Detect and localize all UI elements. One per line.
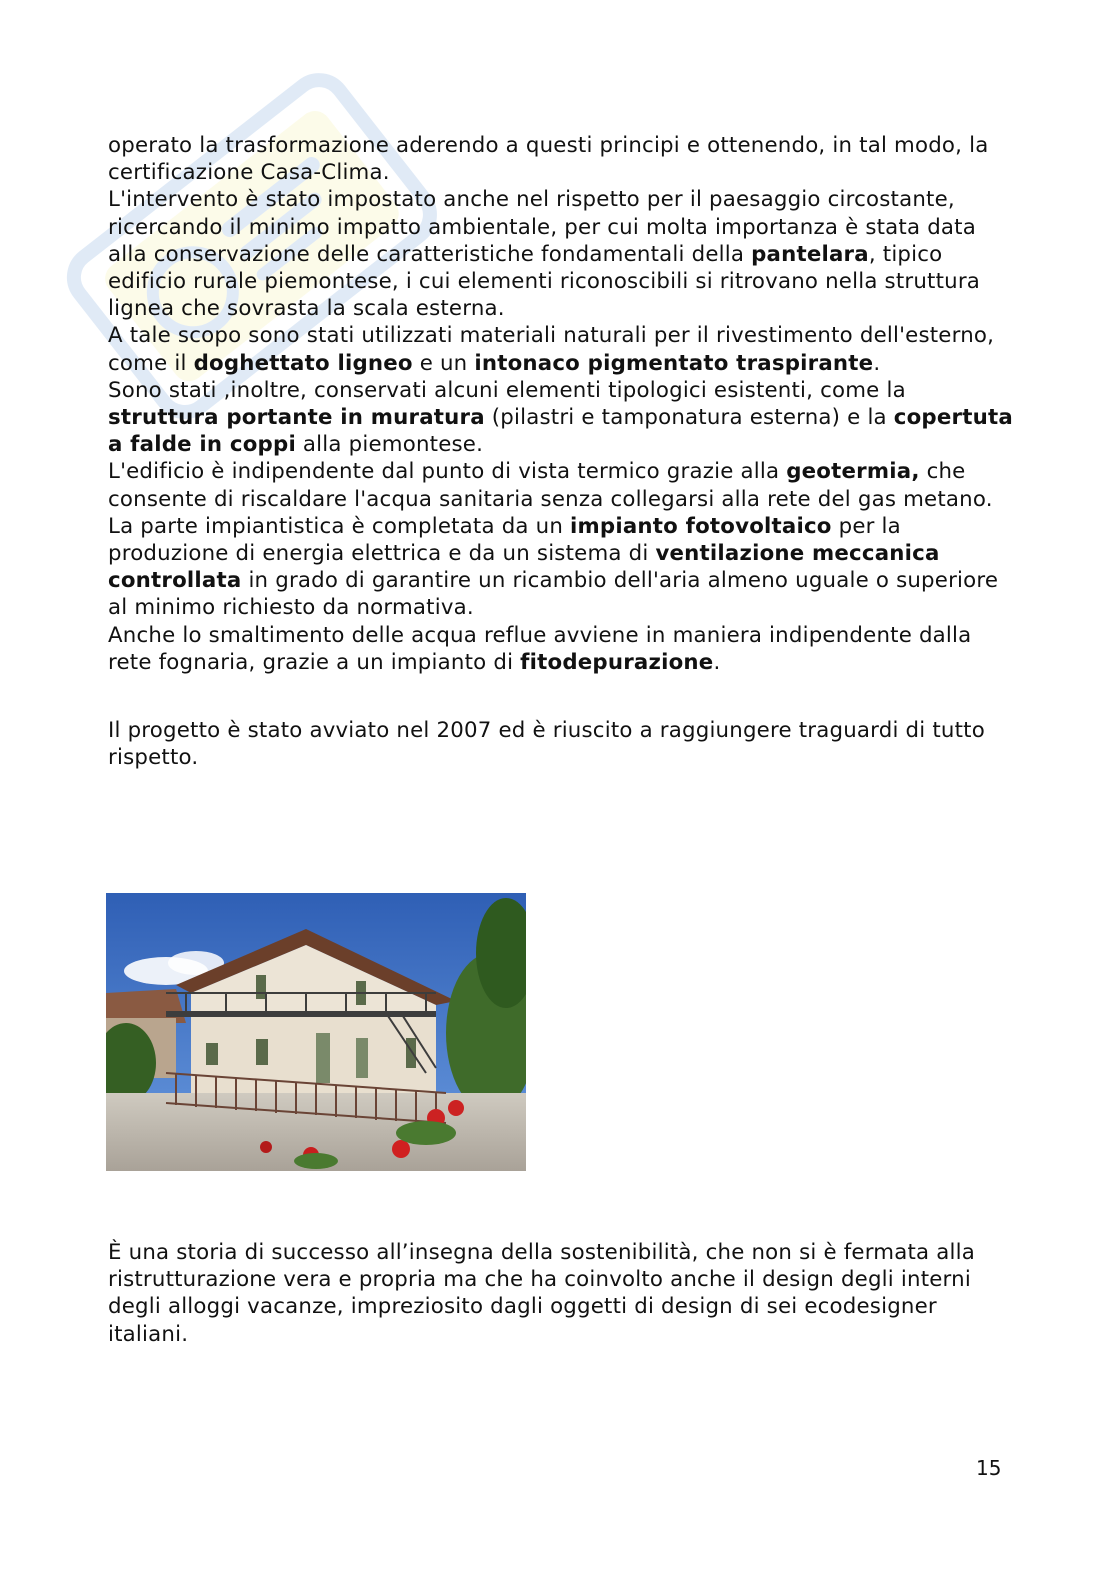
text-segment: L'intervento è stato impostato anche nel rispetto per il paesaggio circostante, ricercando il minimo impatto ambientale, per cui molta importanza è stata data alla conservazione delle caratteristiche fondamentali della <box>108 187 976 267</box>
closing-paragraph: È una storia di successo all’insegna della sostenibilità, che non si è fermata alla ristrutturazione vera e propria ma che ha coinvolto anche il design degli interni degli alloggi vacanze, impreziosito dagli oggetti di design di sei ecodesigner italiani. <box>108 1240 976 1347</box>
text-segment: alla piemontese. <box>295 432 484 458</box>
text-segment: A tale scopo sono stati utilizzati materiali naturali per il rivestimento dell'esterno, come il <box>108 323 995 376</box>
body-paragraph <box>108 132 1018 186</box>
bold-term: pantelara <box>751 241 869 267</box>
body-paragraph <box>108 622 1018 676</box>
body-paragraph <box>108 458 1018 621</box>
text-segment: Il progetto è stato avviato nel 2007 ed è riuscito a raggiungere traguardi di tutto rispetto. <box>108 718 985 771</box>
bold-term: struttura portante in muratura <box>108 405 485 431</box>
bold-term: doghettato ligneo <box>193 350 413 376</box>
bold-term: ventilazione meccanica controllata <box>108 541 940 594</box>
text-segment: e un <box>412 350 475 376</box>
text-segment: Sono stati ,inoltre, conservati alcuni elementi tipologici esistenti, come la <box>108 377 906 403</box>
text-segment: per la produzione di energia elettrica e da un sistema di <box>108 513 901 567</box>
body-paragraph <box>108 322 1018 376</box>
document-body <box>108 132 1018 771</box>
text-segment: , tipico edificio rurale piemontese, i cui elementi riconoscibili si ritrovano nella struttura lignea che sovrasta la scala esterna. <box>108 241 981 322</box>
house-photo <box>106 893 526 1171</box>
bold-term: intonaco pigmentato traspirante <box>474 350 874 376</box>
text-segment: (pilastri e tamponatura esterna) e la <box>484 405 894 431</box>
text-segment: in grado di garantire un ricambio dell'aria almeno uguale o superiore al minimo richiesto da normativa. <box>108 568 999 621</box>
house-photo-icon <box>106 893 526 1171</box>
text-segment: L'edificio è indipendente dal punto di vista termico grazie alla <box>108 459 787 485</box>
body-paragraph <box>108 377 1018 459</box>
text-segment: . <box>713 649 721 675</box>
text-segment: . <box>873 350 881 376</box>
text-segment: che consente di riscaldare l'acqua sanitaria senza collegarsi alla rete del gas metano. La parte impiantistica è completata da un <box>108 459 993 539</box>
bold-term: fitodepurazione <box>520 649 714 675</box>
text-segment: Anche lo smaltimento delle acqua reflue avviene in maniera indipendente dalla rete fognaria, grazie a un impianto di <box>108 622 972 675</box>
text-segment: operato la trasformazione aderendo a questi principi e ottenendo, in tal modo, la certificazione Casa-Clima. <box>108 133 989 186</box>
page-number: 15 <box>976 1456 1002 1480</box>
body-paragraph <box>108 186 1018 322</box>
body-paragraph <box>108 717 1018 771</box>
bold-term: copertuta a falde in coppi <box>108 405 1013 458</box>
bold-term: geotermia, <box>786 459 920 485</box>
bold-term: impianto fotovoltaico <box>570 513 832 539</box>
